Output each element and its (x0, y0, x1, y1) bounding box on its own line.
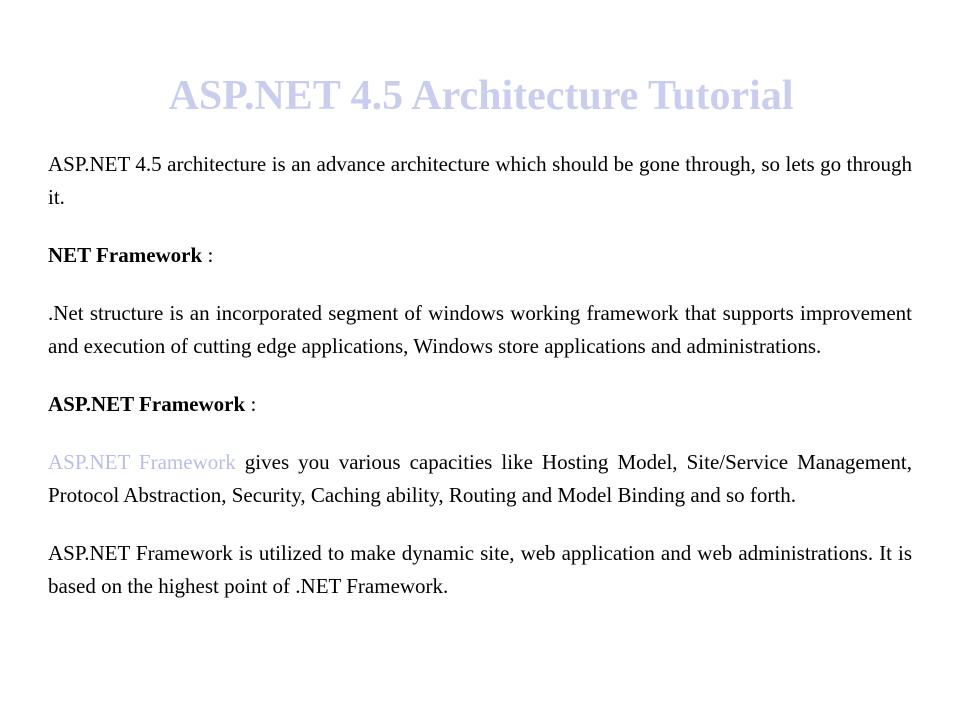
aspnet-framework-heading: ASP.NET Framework (48, 392, 246, 416)
aspnet-framework-paragraph-text: gives you various capacities like Hosting Model, Site/Service Management, Protocol Abstraction, Security, Caching ability, Routing and Model Binding and so forth. (48, 450, 912, 507)
aspnet-framework-heading-colon: : (245, 392, 257, 416)
content-body (48, 148, 912, 628)
aspnet-framework-link[interactable]: ASP.NET Framework (48, 450, 236, 474)
net-framework-heading: NET Framework (48, 243, 203, 267)
aspnet-framework-heading-line (48, 388, 912, 421)
page-title: ASP.NET 4.5 Architecture Tutorial (168, 73, 794, 119)
net-framework-heading-line (48, 239, 912, 272)
net-framework-heading-colon: : (202, 243, 214, 267)
intro-paragraph: ASP.NET 4.5 architecture is an advance architecture which should be gone through, so lets go through it. (48, 152, 912, 209)
closing-paragraph: ASP.NET Framework is utilized to make dynamic site, web application and web administrations. It is based on the highest point of .NET Framework. (48, 541, 912, 598)
net-framework-paragraph: .Net structure is an incorporated segment of windows working framework that supports improvement and execution of cutting edge applications, Windows store applications and administrations. (48, 301, 912, 358)
aspnet-framework-paragraph (48, 446, 912, 512)
